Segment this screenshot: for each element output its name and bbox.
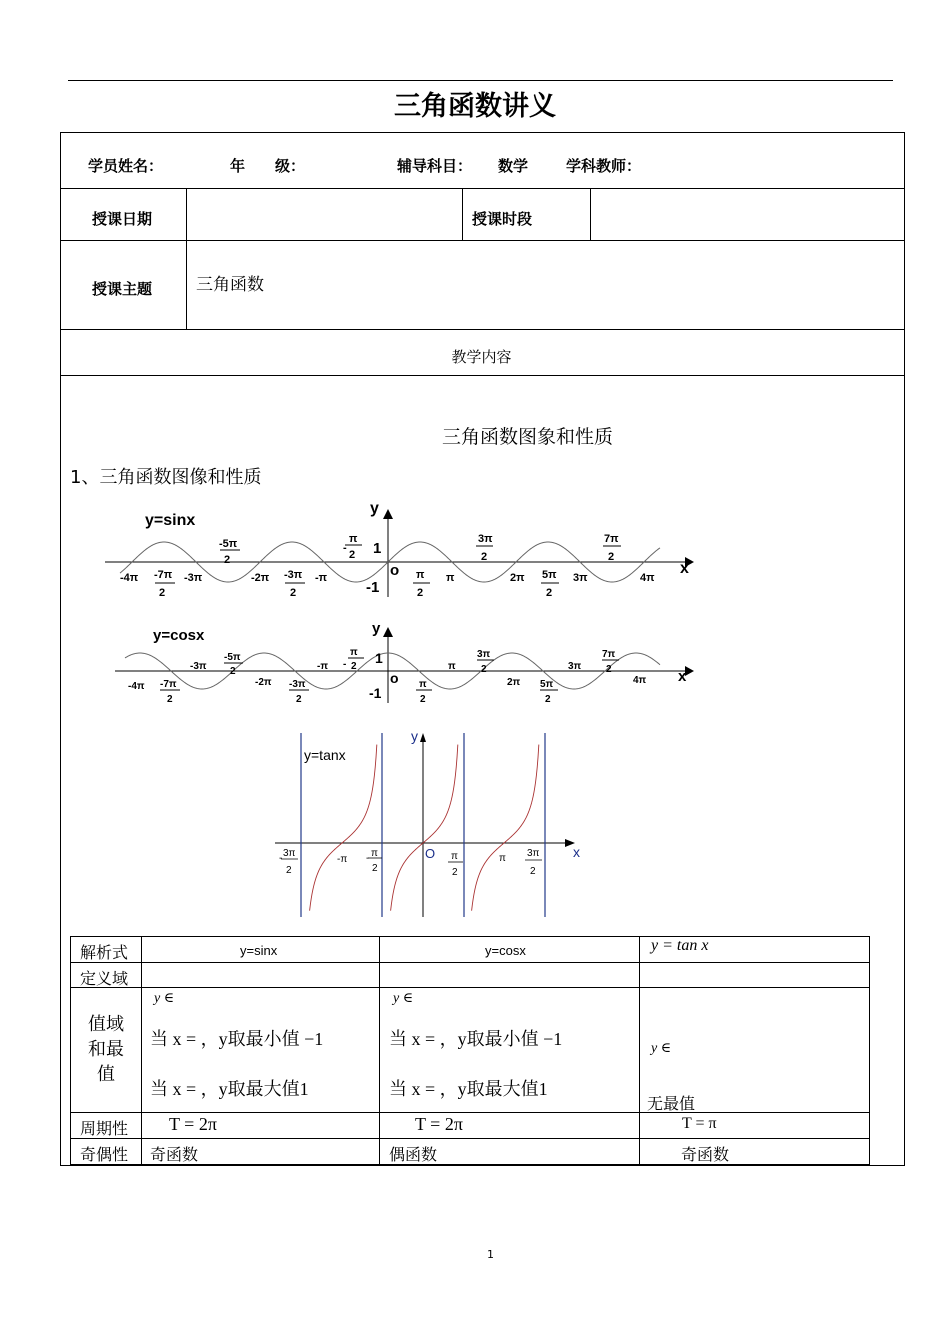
period-label: 周期性 [80, 1121, 129, 1138]
topic-value: 三角函数 [196, 275, 264, 295]
row-divider [60, 329, 904, 330]
range-tan: y ∈ [651, 1041, 672, 1056]
tick-label: 2 [286, 865, 292, 876]
tick-label: 2 [606, 664, 612, 675]
tick-label: - [343, 659, 347, 670]
tick-label: -5π [219, 538, 238, 550]
tick-label: -4π [128, 681, 145, 692]
header-label: 解析式 [80, 945, 129, 962]
sin-graph [100, 495, 700, 605]
col-divider [141, 936, 142, 1164]
tick-label: 2 [230, 666, 236, 677]
tick-label: - [343, 542, 347, 554]
tick-label: 2 [159, 587, 166, 599]
tick-label: 2π [507, 677, 521, 688]
cos-graph [110, 615, 705, 710]
tick-label: 2 [452, 867, 458, 878]
cos-min: 当 x = ，y取最小值 −1 [389, 1029, 563, 1049]
tick-label: π [448, 661, 456, 672]
sin-max: 当 x = ，y取最大值1 [150, 1079, 309, 1099]
row-divider [70, 1112, 869, 1113]
subsection-title: 1、三角函数图像和性质 [70, 467, 262, 488]
tick-label: 2 [546, 587, 553, 599]
header-sin: y=sinx [240, 943, 278, 958]
tick-label: 2 [351, 661, 357, 672]
tick-label: π [416, 569, 425, 581]
y-axis-label: y [372, 620, 381, 637]
origin-label: o [390, 670, 399, 686]
tick-label: 5π [540, 679, 554, 690]
header-rule [68, 80, 893, 81]
subject-value: 数学 [498, 157, 529, 175]
student-name-label: 学员姓名： [88, 157, 164, 175]
x-axis-label: x [680, 560, 689, 577]
tick-label: -2π [251, 572, 270, 584]
tick-label: 7π [604, 533, 619, 545]
section-title: 三角函数图象和性质 [442, 426, 614, 448]
domain-label: 定义域 [80, 971, 129, 988]
row-divider [70, 962, 869, 963]
tick-label: 2 [530, 866, 536, 877]
page-number: 1 [487, 1248, 494, 1261]
range-sin: y ∈ [154, 991, 175, 1006]
tick-label: -π [317, 661, 328, 672]
tick-label: -2π [255, 677, 272, 688]
tick-label: π [349, 533, 358, 545]
graph-title: y=tanx [304, 747, 346, 763]
parity-label: 奇偶性 [80, 1147, 129, 1164]
y-axis-label: y [370, 500, 379, 517]
x-axis-label: x [573, 844, 580, 860]
parity-cos: 偶函数 [389, 1147, 438, 1164]
one-label: 1 [375, 650, 383, 666]
tick-label: 2 [296, 694, 302, 705]
tick-label: -7π [154, 569, 173, 581]
tick-label: 2 [167, 694, 173, 705]
row-divider [70, 987, 869, 988]
tick-label: 2 [349, 549, 356, 561]
tick-label: 3π [478, 533, 493, 545]
tick-label: 3π [477, 649, 491, 660]
tick-label: 2 [417, 587, 424, 599]
content-label: 教学内容 [451, 348, 512, 366]
neg-one-label: -1 [369, 685, 382, 701]
tick-label: -3π [289, 679, 306, 690]
header-cos: y=cosx [485, 943, 526, 958]
tick-label: -3π [284, 569, 303, 581]
col-divider [462, 188, 463, 240]
tick-label: 2 [481, 551, 488, 563]
tan-no-extreme: 无最值 [647, 1096, 696, 1113]
tick-label: 2 [224, 554, 231, 566]
graph-title: y=cosx [153, 627, 205, 644]
graph-title: y=sinx [145, 512, 196, 529]
y-arrow-icon [420, 733, 426, 742]
y-arrow-icon [383, 627, 393, 637]
header-tan: y = tan x [651, 937, 709, 954]
tick-label: 2 [608, 551, 615, 563]
tick-label: 3π [527, 848, 540, 859]
tick-label: 3π [283, 848, 296, 859]
col-divider [379, 936, 380, 1164]
origin-label: O [425, 846, 436, 861]
x-arrow-icon [685, 666, 694, 676]
row-divider [60, 375, 904, 376]
tick-label: 3π [573, 572, 588, 584]
tick-label: 2 [290, 587, 297, 599]
tick-label: -3π [190, 661, 207, 672]
col-divider [186, 188, 187, 329]
tick-label: 2π [510, 572, 525, 584]
y-arrow-icon [383, 509, 393, 519]
tick-label: -π [315, 572, 328, 584]
teacher-label: 学科教师： [566, 157, 642, 175]
document-title: 三角函数讲义 [394, 91, 556, 122]
tan-curve [310, 745, 539, 911]
tick-label: -5π [224, 652, 241, 663]
tan-graph [270, 725, 590, 920]
tick-label: 2 [420, 694, 426, 705]
tick-label: -4π [120, 572, 139, 584]
tick-label: 7π [602, 649, 616, 660]
range-cos: y ∈ [393, 991, 414, 1006]
tick-label: 3π [568, 661, 582, 672]
tick-label: 2 [481, 664, 487, 675]
neg-one-label: -1 [366, 579, 380, 596]
range-label: 值域和最值 [88, 1014, 124, 1084]
tick-label: 2 [372, 863, 378, 874]
one-label: 1 [373, 540, 382, 557]
parity-sin: 奇函数 [150, 1147, 199, 1164]
tick-label: π [371, 848, 378, 859]
time-label: 授课时段 [472, 210, 533, 228]
tick-label: -3π [184, 572, 203, 584]
period-tan: T = π [682, 1115, 717, 1132]
grade-label: 年 级： [230, 157, 306, 175]
tick-label: 4π [640, 572, 655, 584]
tick-label: π [419, 679, 427, 690]
period-sin: T = 2π [169, 1114, 217, 1134]
tick-label: - [366, 853, 370, 864]
tick-label: π [499, 853, 506, 864]
tick-label: 4π [633, 675, 647, 686]
period-cos: T = 2π [415, 1114, 463, 1134]
tick-label: π [451, 851, 458, 862]
y-axis-label: y [411, 728, 418, 744]
col-divider [639, 936, 640, 1164]
origin-label: o [390, 562, 400, 579]
parity-tan: 奇函数 [681, 1147, 730, 1164]
tick-label: -7π [160, 679, 177, 690]
tick-label: 5π [542, 569, 557, 581]
tick-label: -π [337, 854, 348, 865]
topic-label: 授课主题 [92, 280, 153, 298]
row-divider [70, 1138, 869, 1139]
tick-label: 2 [545, 694, 551, 705]
x-axis-label: x [678, 668, 687, 685]
cos-max: 当 x = ，y取最大值1 [389, 1079, 548, 1099]
subject-label: 辅导科目： [397, 157, 473, 175]
tick-label: π [446, 572, 455, 584]
date-label: 授课日期 [92, 210, 153, 228]
tick-label: π [350, 647, 358, 658]
sin-min: 当 x = ，y取最小值 −1 [150, 1029, 324, 1049]
tick-label: - [279, 853, 283, 864]
col-divider [590, 188, 591, 240]
